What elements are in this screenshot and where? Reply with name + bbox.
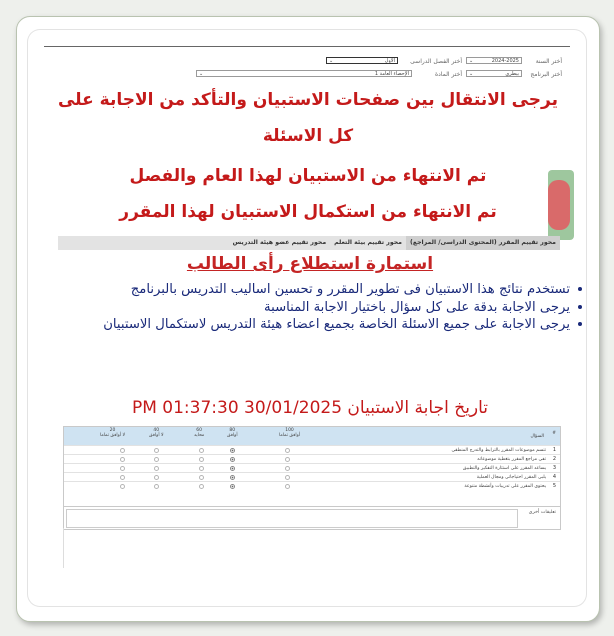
bullet-icon [578,305,582,309]
radio-strongly-disagree[interactable] [120,484,125,489]
radio-strongly-agree[interactable] [285,457,290,462]
radio-agree[interactable] [230,457,235,462]
column-label: أوافق [227,433,238,438]
radio-strongly-agree[interactable] [285,448,290,453]
list-item [64,299,570,317]
message-all-questions: كل الاسئلة [262,126,354,146]
column-label: لا أوافق [149,433,164,438]
row-number: 5 [552,483,556,489]
tab-course-evaluation[interactable]: محور تقييم المقرر (المحتوى الدراسى/ المراجع) [406,236,560,250]
radio-neutral[interactable] [199,475,204,480]
radio-strongly-agree[interactable] [285,466,290,471]
column-score: 80 [229,428,236,433]
column-score: 60 [196,428,203,433]
radio-disagree[interactable] [154,475,159,480]
radio-agree[interactable] [230,448,235,453]
radio-neutral[interactable] [199,466,204,471]
radio-neutral[interactable] [199,457,204,462]
table-header [64,427,560,445]
bullet-icon [578,287,582,291]
comments-label: تعليقات أخرى [528,510,556,515]
instructions-list [64,281,584,334]
survey-title: استمارة استطلاع رأى الطالب [186,254,434,274]
course-select[interactable] [196,70,412,77]
filters-bar [196,56,562,82]
radio-agree[interactable] [230,475,235,480]
chevron-down-icon: ⌄ [469,58,474,64]
radio-disagree[interactable] [154,457,159,462]
row-question: يلبى المقرر احتياجاتى ومجال العملية [476,474,546,480]
program-label: أختر البرنامج [530,71,562,78]
radio-strongly-disagree[interactable] [120,457,125,462]
note-text: تستخدم نتائج هذا الاستبيان فى تطوير المقرر و تحسين اساليب التدريس بالبرنامج [130,282,570,297]
column-header [149,428,164,438]
semester-select[interactable] [326,57,398,64]
chevron-down-icon: ⌄ [329,58,334,64]
year-select-value: 2024-2025 [491,58,519,64]
radio-neutral[interactable] [199,448,204,453]
message-navigate: يرجى الانتقال بين صفحات الاستبيان والتأكد من الاجابة على [57,90,559,110]
radio-strongly-agree[interactable] [285,475,290,480]
program-select-value: بيطري [505,71,519,77]
tab-faculty-evaluation[interactable]: محور تقييم عضو هيئة التدريس [232,239,327,246]
note-text: يرجى الاجابة على جميع الاسئلة الخاصة بجميع اعضاء هيئة التدريس لاستكمال الاستبيان [103,317,570,332]
list-item [64,281,570,299]
axis-tabs [58,236,560,250]
hash-header: # [552,431,556,436]
year-select[interactable] [466,57,522,64]
question-header: السؤال [530,434,544,439]
radio-disagree[interactable] [154,448,159,453]
column-header [227,428,238,438]
comments-section [63,506,561,530]
radio-strongly-disagree[interactable] [120,448,125,453]
row-question: يساعد المقرر على استثارة التفكير والتطبيق [462,465,546,471]
list-item [64,316,570,334]
course-select-value: الإحصاء العامة 1 [374,71,409,77]
column-header [194,428,204,438]
radio-disagree[interactable] [154,466,159,471]
questions-table [63,426,561,508]
top-divider [44,46,570,47]
row-number: 4 [552,474,556,480]
row-question: يحتوى المقرر على تدريبات وأنشطة متنوعة [464,483,546,489]
radio-strongly-disagree[interactable] [120,475,125,480]
chevron-down-icon: ⌄ [469,71,474,77]
year-label: أختر السنة [535,58,562,65]
column-score: 20 [109,428,116,433]
column-score: 100 [285,428,294,433]
chevron-down-icon: ⌄ [199,71,204,77]
radio-agree[interactable] [230,484,235,489]
column-label: محايد [194,433,205,438]
radio-neutral[interactable] [199,484,204,489]
message-year-done: تم الانتهاء من الاستبيان لهذا العام والفصل [129,166,487,186]
column-label: أوافق تماما [279,433,301,438]
program-select[interactable] [466,70,522,77]
tab-learning-environment[interactable]: محور تقييم بيئة التعلم [334,239,403,246]
row-number: 1 [552,447,556,453]
answer-date: تاريخ اجابة الاستبيان 30/01/2025 01:37:30 PM [131,398,489,418]
note-text: يرجى الاجابة بدقة على كل سؤال باختيار الاجابة المناسبة [264,299,570,315]
column-header [100,428,125,438]
row-number: 3 [552,465,556,471]
bullet-icon [578,322,582,326]
radio-agree[interactable] [230,466,235,471]
table-row [64,481,560,491]
divider [63,528,64,568]
course-label: أختر المادة [434,71,462,78]
column-label: لا أوافق تماما [100,433,126,438]
radio-disagree[interactable] [154,484,159,489]
message-course-done: تم الانتهاء من استكمال الاستبيان لهذا المقرر [119,202,497,222]
radio-strongly-disagree[interactable] [120,466,125,471]
row-number: 2 [552,456,556,462]
row-question: تتسم موضوعات المقرر بالترابط والتدرج المنطقى [451,447,546,453]
column-header [279,428,300,438]
column-score: 40 [153,428,160,433]
radio-strongly-agree[interactable] [285,484,290,489]
semester-select-value: الأول [384,58,395,64]
row-question: تفى مراجع المقرر بتغطية موضوعاته [477,456,546,462]
comments-input[interactable] [66,509,518,528]
semester-label: أختر الفصل الدراسى [410,58,462,65]
